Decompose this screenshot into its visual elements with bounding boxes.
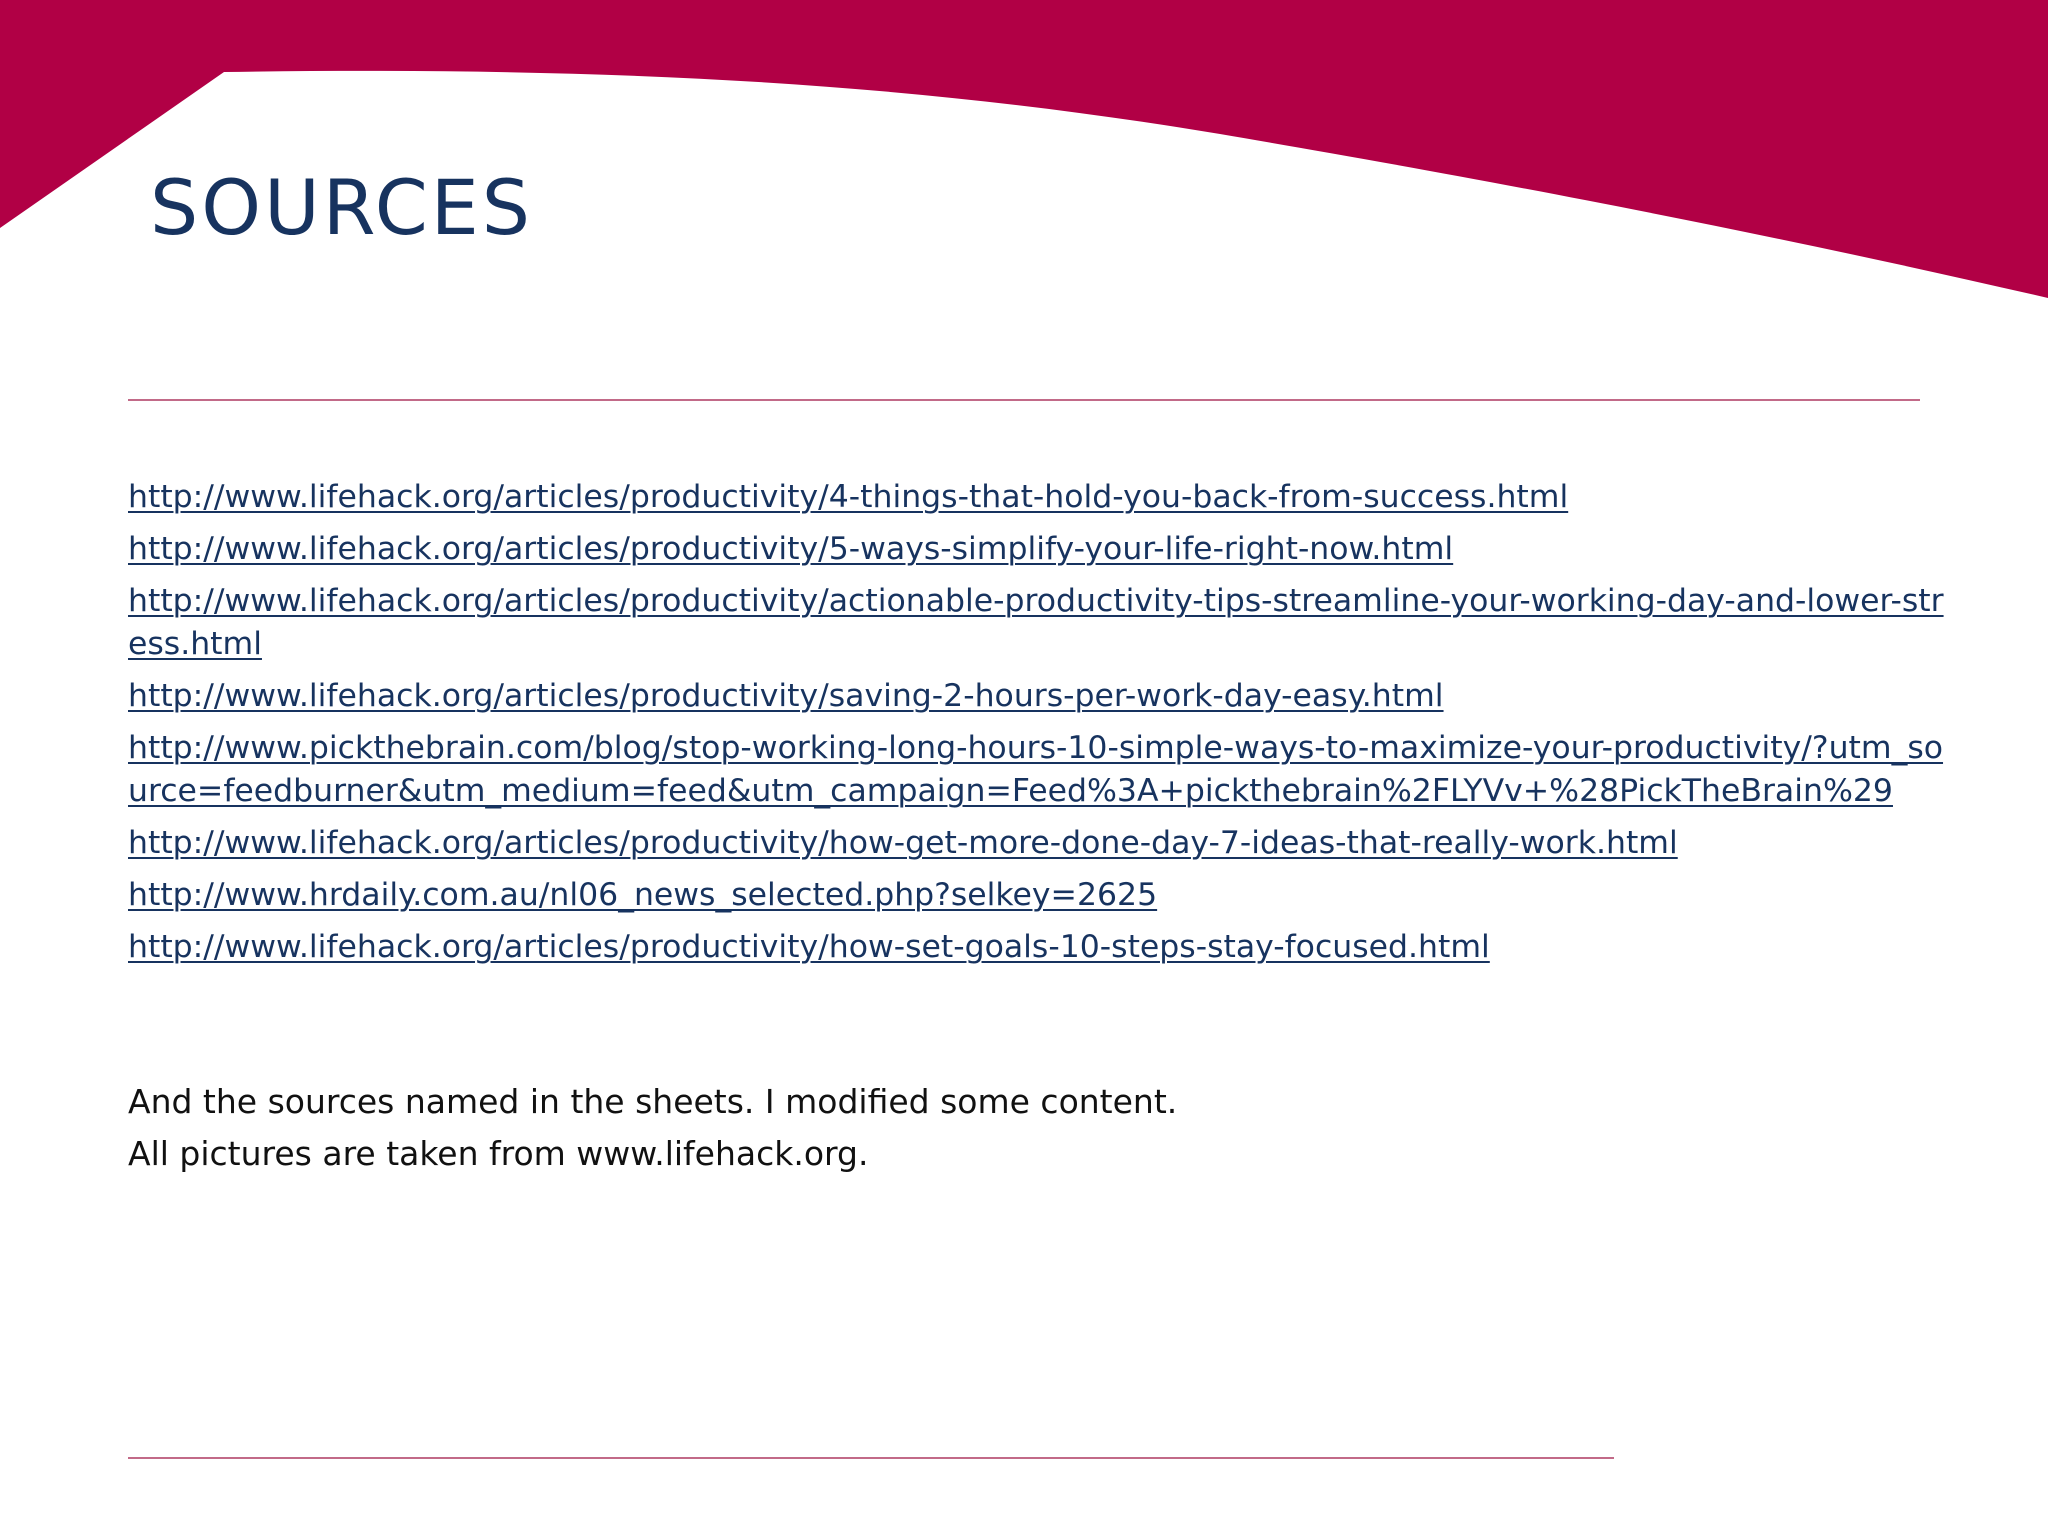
top-divider bbox=[128, 399, 1920, 401]
banner-swoosh bbox=[0, 0, 2048, 298]
note-text: All pictures are taken from www.lifehack.org. bbox=[128, 1134, 869, 1173]
source-link[interactable]: http://www.lifehack.org/articles/productivity/saving-2-hours-per-work-day-easy.html bbox=[128, 678, 1444, 714]
bottom-divider bbox=[128, 1457, 1614, 1459]
source-link[interactable]: http://www.lifehack.org/articles/productivity/actionable-productivity-tips-streamline-your-working-day-and-lower-stress.html bbox=[128, 583, 1944, 662]
source-link[interactable]: http://www.lifehack.org/articles/productivity/how-get-more-done-day-7-ideas-that-really-work.html bbox=[128, 825, 1678, 861]
list-item bbox=[128, 926, 1948, 969]
note-text: And the sources named in the sheets. I modified some content. bbox=[128, 1082, 1178, 1121]
list-item bbox=[128, 822, 1948, 865]
list-item bbox=[128, 727, 1948, 813]
list-item bbox=[128, 580, 1948, 666]
decorative-banner bbox=[0, 0, 2048, 320]
list-item bbox=[128, 675, 1948, 718]
list-item bbox=[128, 874, 1948, 917]
page-title: SOURCES bbox=[150, 163, 534, 252]
source-link-list bbox=[128, 476, 1948, 978]
source-link[interactable]: http://www.pickthebrain.com/blog/stop-working-long-hours-10-simple-ways-to-maximize-your-productivity/?utm_source=feedburner&utm_medium=feed&utm_campaign=Feed%3A+pickthebrain%2FLYVv+%28PickTheBrain%29 bbox=[128, 730, 1944, 809]
source-link[interactable]: http://www.hrdaily.com.au/nl06_news_selected.php?selkey=2625 bbox=[128, 877, 1158, 913]
list-item bbox=[128, 476, 1948, 519]
list-item bbox=[128, 528, 1948, 571]
source-link[interactable]: http://www.lifehack.org/articles/productivity/how-set-goals-10-steps-stay-focused.html bbox=[128, 929, 1490, 965]
notes-block bbox=[128, 1076, 1928, 1180]
source-link[interactable]: http://www.lifehack.org/articles/productivity/5-ways-simplify-your-life-right-now.html bbox=[128, 531, 1454, 567]
source-link[interactable]: http://www.lifehack.org/articles/productivity/4-things-that-hold-you-back-from-success.html bbox=[128, 479, 1569, 515]
